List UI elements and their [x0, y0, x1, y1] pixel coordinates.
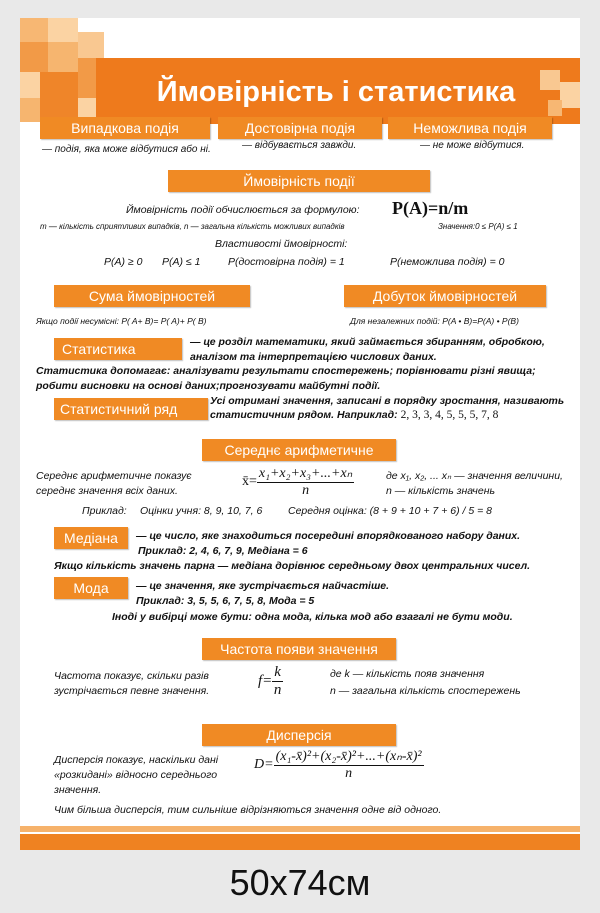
- frequency-formula-numerator: k: [274, 664, 281, 680]
- median-def-1: — це число, яке знаходиться посередині впорядкованого набору даних.: [136, 530, 521, 542]
- frequency-formula-lhs: f=: [258, 673, 273, 689]
- mean-def-1: Середнє арифметичне показує: [36, 470, 192, 482]
- bottom-bar: [20, 834, 580, 850]
- variance-conclusion: Чим більша дисперсія, тим сильніше відрізняються значення одне від одного.: [54, 804, 442, 816]
- label-sum-probabilities: Сума ймовірностей: [54, 285, 250, 307]
- statistics-def-3: Статистика допомагає: аналізувати результати спостережень; порівнювати різні явища;: [36, 365, 536, 377]
- label-event-probability: Ймовірність події: [168, 170, 430, 192]
- label-random-event: Випадкова подія: [40, 117, 210, 139]
- series-example: 2, 3, 3, 4, 5, 5, 5, 7, 8: [400, 409, 499, 421]
- label-impossible-event: Неможлива подія: [388, 117, 552, 139]
- frequency-def-2: зустрічається певне значення.: [54, 685, 210, 697]
- mean-formula: [242, 465, 354, 499]
- variance-def-3: значення.: [54, 784, 102, 796]
- probability-prop: P(A) ≥ 0: [104, 256, 143, 268]
- label-statistics: Статистика: [54, 338, 182, 360]
- frequency-def-1: Частота показує, скільки разів: [54, 670, 209, 682]
- probability-props-title: Властивості ймовірності:: [215, 238, 348, 250]
- mode-def-1: — це значення, яке зустрічається найчастіше.: [136, 580, 390, 592]
- label-variance: Дисперсія: [202, 724, 396, 746]
- median-even-rule: Якщо кількість значень парна — медіана дорівнює середньому двох центральних чисел.: [54, 560, 531, 572]
- variance-def-2: «розкидані» відносно середнього: [54, 769, 218, 781]
- probability-formula: P(A)=n/m: [392, 198, 469, 218]
- probability-note-left: m — кількість сприятливих випадків, n — загальна кількість можливих випадків: [40, 222, 345, 231]
- frequency-where-1: де k — кількість появ значення: [330, 668, 485, 680]
- mean-where-1: де x₁, x₂, ... xₙ — значення величини,: [386, 470, 563, 482]
- label-product-probabilities: Добуток ймовірностей: [344, 285, 546, 307]
- size-label: 50x74см: [229, 862, 371, 903]
- desc-certain-event: — відбувається завжди.: [242, 140, 357, 151]
- statistics-def-1: — це розділ математики, який займається збиранням, обробкою,: [190, 336, 545, 348]
- median-example: Приклад: 2, 4, 6, 7, 9, Медіана = 6: [138, 545, 308, 557]
- desc-impossible-event: — не може відбутися.: [420, 140, 525, 151]
- label-certain-event: Достовірна подія: [218, 117, 382, 139]
- product-rule: Для незалежних подій: P(A • B)=P(A) • P(B): [350, 316, 519, 326]
- series-def-1: Усі отримані значення, записані в порядку зростання, називають: [210, 395, 565, 407]
- statistics-def-4: робити висновки на основі даних;прогнозувати майбутні події.: [36, 380, 381, 392]
- mean-example-label: Приклад:: [82, 505, 127, 517]
- frequency-formula: [258, 664, 283, 699]
- label-mode: Мода: [54, 577, 128, 599]
- label-arithmetic-mean: Середнє арифметичне: [202, 439, 396, 461]
- mean-def-2: середнє значення всіх даних.: [36, 485, 178, 497]
- sum-rule: Якщо події несумісні: P( A+ B)= P( A)+ P( B): [36, 316, 207, 326]
- mean-example-result: Середня оцінка: (8 + 9 + 10 + 7 + 6) / 5 = 8: [288, 505, 492, 517]
- decor-square: [78, 32, 104, 58]
- mode-example: Приклад: 3, 5, 5, 6, 7, 5, 8, Мода = 5: [136, 595, 315, 607]
- series-def-2-text: статистичним рядом. Наприклад:: [210, 409, 398, 421]
- variance-def-1: Дисперсія показує, наскільки дані: [54, 754, 219, 766]
- variance-formula: [254, 748, 424, 782]
- probability-prop: P(A) ≤ 1: [162, 256, 201, 268]
- probability-prop: P(неможлива подія) = 0: [390, 256, 505, 268]
- decor-square: [78, 58, 96, 98]
- decor-square: [48, 18, 78, 42]
- desc-random-event: — подія, яка може відбутися або ні.: [42, 144, 211, 155]
- frequency-where-2: n — загальна кількість спостережень: [330, 685, 521, 697]
- decor-square: [40, 72, 78, 122]
- decor-square: [560, 82, 580, 108]
- probability-prop: P(достовірна подія) = 1: [228, 256, 345, 268]
- decor-square: [20, 98, 40, 122]
- variance-formula-lhs: D=: [254, 757, 274, 772]
- label-statistical-series: Статистичний ряд: [54, 398, 208, 420]
- mean-formula-numerator: x₁+x₂+x₃+...+xₙ: [258, 466, 353, 481]
- decor-square: [20, 18, 48, 42]
- probability-note-right: Значення:0 ≤ P(A) ≤ 1: [438, 222, 518, 231]
- mean-example-grades: Оцінки учня: 8, 9, 10, 7, 6: [140, 505, 263, 517]
- poster: [20, 18, 580, 850]
- statistics-def-2: аналізом та інтерпретацією числових даних.: [190, 351, 437, 363]
- mean-formula-lhs: x̄=: [242, 474, 257, 489]
- decor-square: [20, 72, 40, 98]
- variance-formula-numerator: (x₁-x̄)²+(x₂-x̄)²+...+(xₙ-x̄)²: [275, 749, 422, 764]
- variance-formula-denominator: n: [345, 766, 353, 781]
- mode-note: Іноді у вибірці може бути: одна мода, кілька мод або взагалі не бути моди.: [112, 611, 513, 623]
- mean-where-2: n — кількість значень: [386, 485, 496, 497]
- frequency-formula-denominator: n: [273, 682, 282, 698]
- probability-intro: Ймовірність події обчислюється за формулою:: [126, 204, 360, 216]
- mean-formula-denominator: n: [302, 483, 310, 498]
- decor-square: [20, 42, 48, 72]
- label-median: Медіана: [54, 527, 128, 549]
- label-frequency: Частота появи значення: [202, 638, 396, 660]
- page-title: Ймовірність і статистика: [156, 76, 516, 108]
- decor-square: [48, 42, 78, 72]
- bottom-stripe: [20, 826, 580, 832]
- series-def-2: [210, 409, 498, 421]
